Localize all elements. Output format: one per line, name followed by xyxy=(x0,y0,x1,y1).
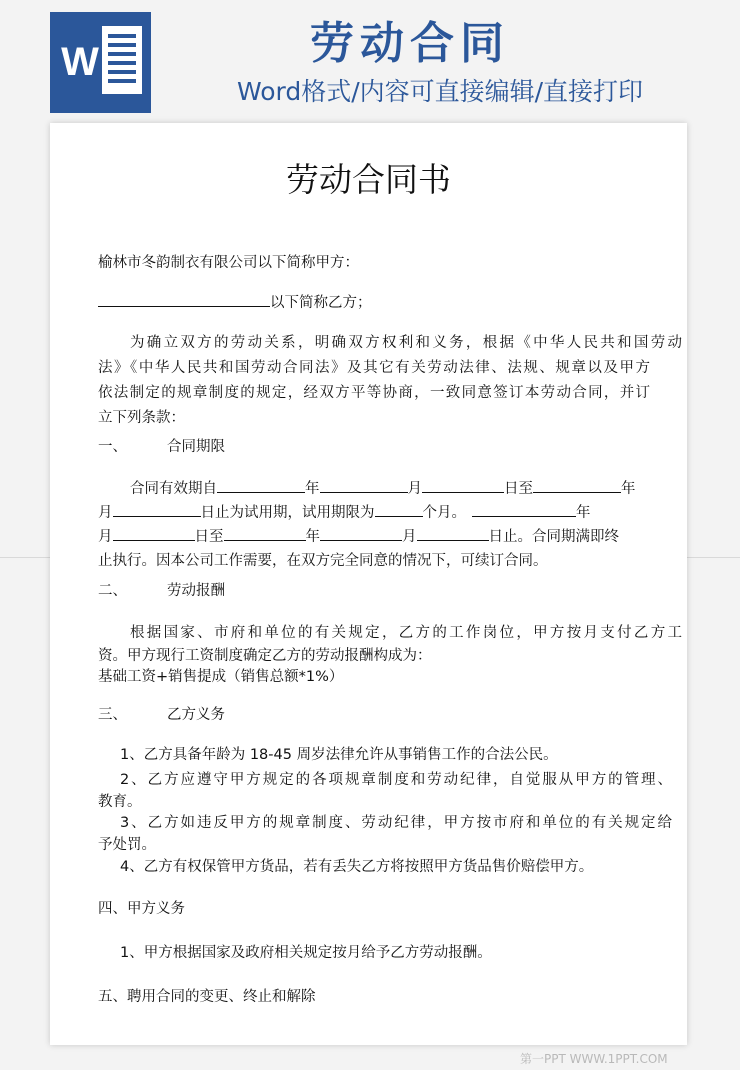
term-line-4: 止执行。因本公司工作需要，在双方完全同意的情况下，可续订合同。 xyxy=(98,553,548,569)
section-heading: 四、甲方义务 xyxy=(98,901,185,917)
logo-letter: W xyxy=(61,40,99,84)
document-page xyxy=(50,123,687,1045)
intro-line: 法》《中华人民共和国劳动合同法》及其它有关劳动法律、法规、规章以及甲方 xyxy=(98,360,650,376)
header-title: 劳动合同 xyxy=(310,18,510,69)
employer-duty-item: 1、甲方根据国家及政府相关规定按月给予乙方劳动报酬。 xyxy=(120,945,492,961)
pay-line: 资。甲方现行工资制度确定乙方的劳动报酬构成为： xyxy=(98,648,432,664)
duty-item: 4、乙方有权保管甲方货品，若有丢失乙方将按照甲方货品售价赔偿甲方。 xyxy=(120,859,594,875)
intro-line: 依法制定的规章制度的规定，经双方平等协商，一致同意签订本劳动合同，并订 xyxy=(98,385,650,401)
header-subtitle: Word格式/内容可直接编辑/直接打印 xyxy=(236,77,644,106)
duty-item: 1、乙方具备年龄为 18-45 周岁法律允许从事销售工作的合法公民。 xyxy=(120,747,558,763)
intro-line: 为确立双方的劳动关系，明确双方权利和义务，根据《中华人民共和国劳动 xyxy=(130,335,682,351)
section-heading: 一、 合同期限 xyxy=(98,439,225,455)
word-logo-icon xyxy=(50,12,151,113)
section-heading: 三、 乙方义务 xyxy=(98,707,225,723)
watermark: 第一PPT WWW.1PPT.COM xyxy=(520,1052,668,1066)
section-heading: 二、 劳动报酬 xyxy=(98,583,225,599)
pay-line: 根据国家、市府和单位的有关规定，乙方的工作岗位，甲方按月支付乙方工 xyxy=(130,625,682,641)
pay-line: 基础工资+销售提成（销售总额*1%） xyxy=(98,669,344,685)
term-line-3: 月 日至 年 月 日止。合同期满即终 xyxy=(98,525,650,550)
section-heading: 五、聘用合同的变更、终止和解除 xyxy=(98,989,316,1005)
term-line-2: 月 日止为试用期，试用期限为 个月。 年 xyxy=(98,501,650,526)
document-title: 劳动合同书 xyxy=(286,160,451,199)
duty-item: 3、乙方如违反甲方的规章制度、劳动纪律，甲方按市府和单位的有关规定给 xyxy=(120,815,672,831)
party-b-line: 以下简称乙方； xyxy=(98,291,650,316)
duty-item: 教育。 xyxy=(98,794,142,810)
party-b-blank[interactable] xyxy=(98,291,270,307)
duty-item: 2、乙方应遵守甲方规定的各项规章制度和劳动纪律，自觉服从甲方的管理、 xyxy=(120,772,672,788)
intro-line: 立下列条款： xyxy=(98,410,185,426)
party-a-line: 榆林市冬韵制衣有限公司以下简称甲方： xyxy=(98,255,359,271)
duty-item: 予处罚。 xyxy=(98,837,156,853)
term-line-1: 合同有效期自 年 月 日至 年 xyxy=(98,477,682,502)
